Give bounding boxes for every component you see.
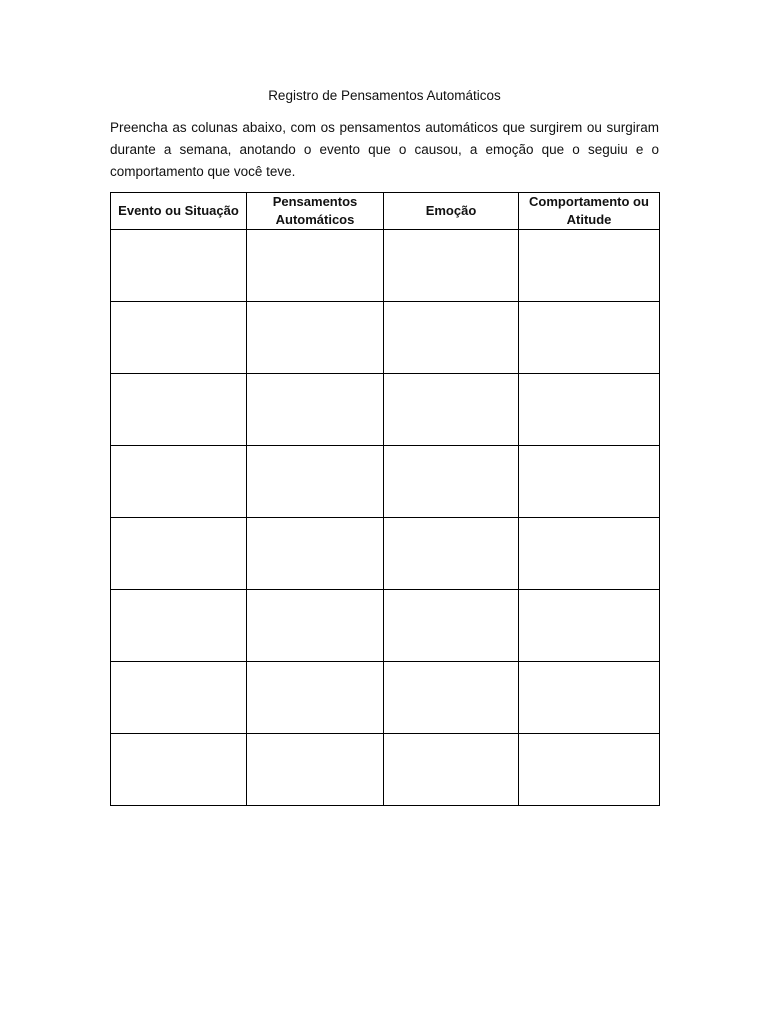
cell-comportamento[interactable] [519,518,660,590]
cell-evento[interactable] [111,518,247,590]
cell-emocao[interactable] [384,734,519,806]
cell-comportamento[interactable] [519,662,660,734]
table-row [111,662,660,734]
table-row [111,230,660,302]
thought-record-table [110,192,660,806]
cell-comportamento[interactable] [519,734,660,806]
table-body [111,230,660,806]
header-comportamento-atitude: Comportamento ou Atitude [519,193,660,230]
cell-emocao[interactable] [384,374,519,446]
cell-comportamento[interactable] [519,230,660,302]
cell-comportamento[interactable] [519,446,660,518]
cell-comportamento[interactable] [519,374,660,446]
table-row [111,374,660,446]
cell-pensamentos[interactable] [247,518,384,590]
cell-pensamentos[interactable] [247,374,384,446]
cell-comportamento[interactable] [519,590,660,662]
cell-evento[interactable] [111,302,247,374]
instructions-paragraph: Preencha as colunas abaixo, com os pensamentos automáticos que surgirem ou surgiram durante a semana, anotando o evento que o causou, a emoção que o seguiu e o comportamento que você teve. [110,120,659,179]
table-header-row [111,193,660,230]
cell-pensamentos[interactable] [247,734,384,806]
cell-emocao[interactable] [384,590,519,662]
cell-pensamentos[interactable] [247,302,384,374]
cell-evento[interactable] [111,446,247,518]
cell-evento[interactable] [111,374,247,446]
table-row [111,590,660,662]
cell-emocao[interactable] [384,662,519,734]
header-evento-situacao: Evento ou Situação [111,193,247,230]
cell-emocao[interactable] [384,518,519,590]
table-row [111,446,660,518]
table-row [111,518,660,590]
cell-emocao[interactable] [384,446,519,518]
cell-evento[interactable] [111,590,247,662]
document-title: Registro de Pensamentos Automáticos [268,88,501,103]
cell-pensamentos[interactable] [247,662,384,734]
cell-evento[interactable] [111,734,247,806]
cell-pensamentos[interactable] [247,590,384,662]
cell-pensamentos[interactable] [247,446,384,518]
table-row [111,302,660,374]
cell-evento[interactable] [111,230,247,302]
cell-evento[interactable] [111,662,247,734]
cell-comportamento[interactable] [519,302,660,374]
header-emocao: Emoção [384,193,519,230]
cell-emocao[interactable] [384,302,519,374]
table-row [111,734,660,806]
cell-emocao[interactable] [384,230,519,302]
header-pensamentos-automaticos: Pensamentos Automáticos [247,193,384,230]
cell-pensamentos[interactable] [247,230,384,302]
